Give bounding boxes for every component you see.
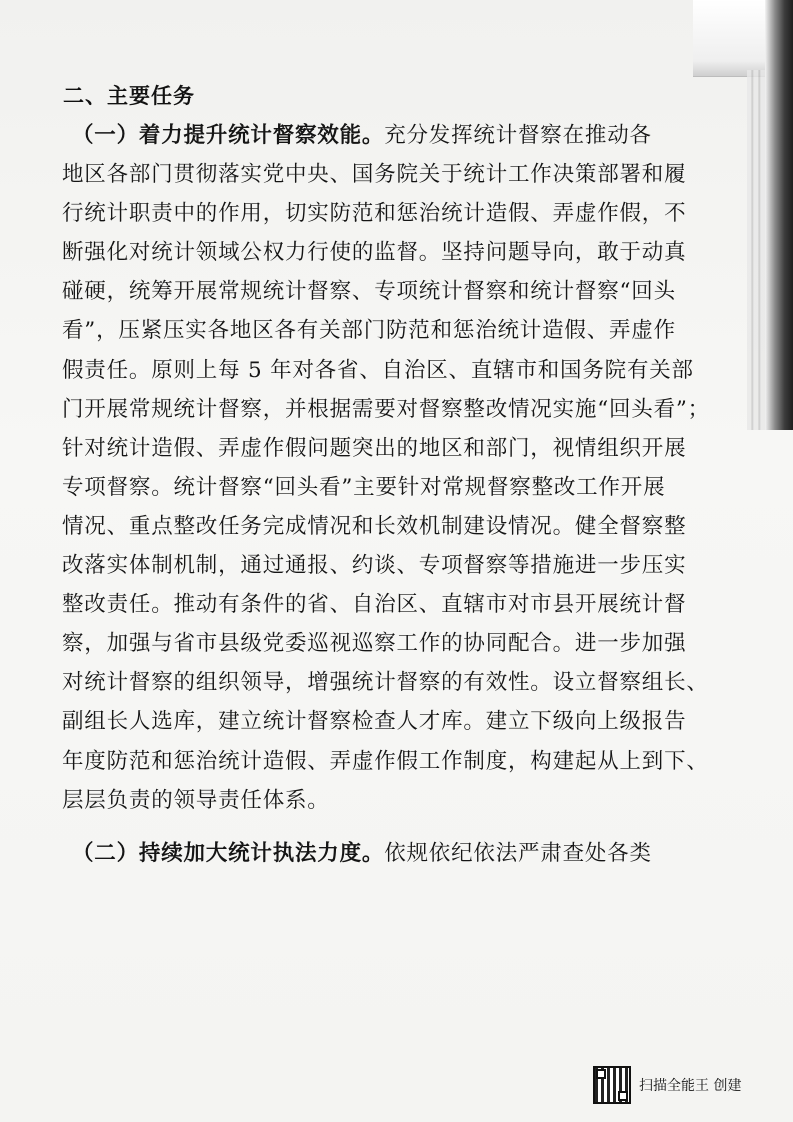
paragraph-1-line: 层层负责的领导责任体系。	[62, 787, 330, 813]
paragraph-1-lead: （一）着力提升统计督察效能。	[72, 123, 385, 148]
paragraph-1-line: 副组长人选库，建立统计督察检查人才库。建立下级向上级报告	[62, 709, 687, 735]
paragraph-1-line: 假责任。原则上每 5 年对各省、自治区、直辖市和国务院有关部	[62, 357, 694, 383]
paragraph-1-line: 改落实体制机制，通过通报、约谈、专项督察等措施进一步压实	[62, 553, 687, 579]
paragraph-1-line: 对统计督察的组织领导，增强统计督察的有效性。设立督察组长、	[62, 670, 709, 696]
watermark-label: 扫描全能王 创建	[639, 1078, 742, 1094]
paragraph-1-line: 年度防范和惩治统计造假、弄虚作假工作制度，构建起从上到下、	[62, 748, 709, 774]
paragraph-1-line: 行统计职责中的作用，切实防范和惩治统计造假、弄虚作假，不	[62, 201, 687, 227]
paragraph-1-line: 整改责任。推动有条件的省、自治区、直辖市对市县开展统计督	[62, 592, 687, 618]
paragraph-1-line: 地区各部门贯彻落实党中央、国务院关于统计工作决策部署和履	[62, 162, 687, 188]
paragraph-1-line: 看”，压紧压实各地区各有关部门防范和惩治统计造假、弄虚作	[62, 318, 676, 344]
scanner-watermark	[593, 1066, 741, 1104]
paragraph-1-line: 碰硬，统筹开展常规统计督察、专项统计督察和统计督察“回头	[62, 279, 676, 305]
paragraph-1-line: 门开展常规统计督察，并根据需要对督察整改情况实施“回头看”；	[62, 396, 710, 422]
paragraph-1-line: 察，加强与省市县级党委巡视巡察工作的协同配合。进一步加强	[62, 631, 687, 657]
paragraph-1-line: 断强化对统计领域公权力行使的监督。坚持问题导向，敢于动真	[62, 240, 687, 266]
paragraph-2-first-line	[62, 834, 742, 873]
paragraph-1-line: 针对统计造假、弄虚作假问题突出的地区和部门，视情组织开展	[62, 435, 687, 461]
paragraph-2-text: 依规依纪依法严肃查处各类	[384, 840, 652, 866]
paragraph-2-lead: （二）持续加大统计执法力度。	[72, 840, 385, 866]
section-heading: 二、主要任务	[63, 83, 195, 108]
paragraph-1-line: 充分发挥统计督察在推动各	[384, 123, 652, 148]
paper-stack-edge	[747, 70, 765, 430]
paragraph-1-line: 专项督察。统计督察“回头看”主要针对常规督察整改工作开展	[62, 474, 666, 500]
paragraph-1-first-line	[62, 116, 742, 155]
paragraph-1-line: 情况、重点整改任务完成情况和长效机制建设情况。健全督察整	[62, 513, 687, 539]
body-text	[62, 116, 742, 873]
qr-code-icon	[593, 1066, 631, 1104]
scan-shadow-edge	[765, 0, 793, 430]
